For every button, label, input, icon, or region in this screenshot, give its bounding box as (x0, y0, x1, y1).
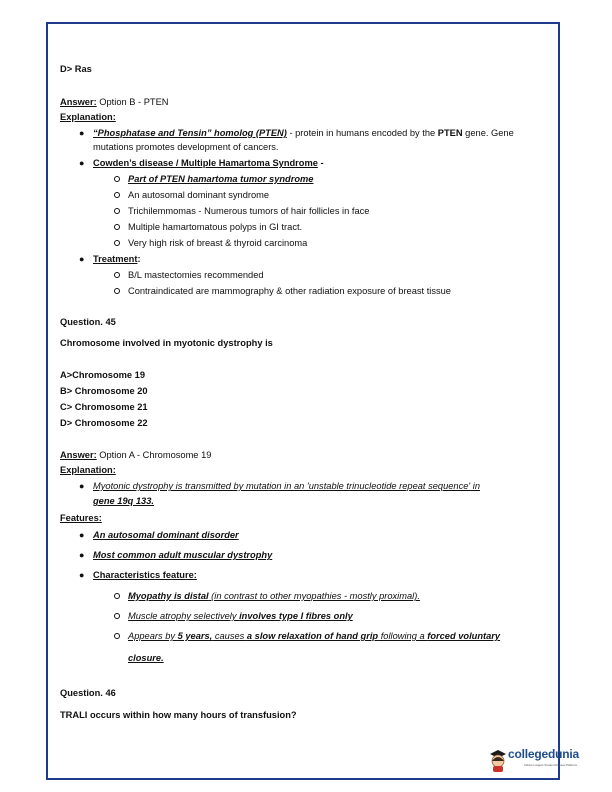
q45-option: D> Chromosome 22 (60, 418, 148, 428)
q45-feature: Most common adult muscular dystrophy (93, 550, 273, 560)
bullet-dot: ● (79, 530, 85, 540)
sub-bullet-circle (114, 593, 120, 599)
q44-sub-item: Multiple hamartomatous polyps in GI tract. (128, 222, 303, 232)
bullet-dot: ● (79, 158, 85, 168)
logo-tagline: India's Largest Student Review Platform (524, 763, 578, 767)
q44-sub-item: Very high risk of breast & thyroid carcinoma (128, 238, 308, 248)
q45-expl-line2: gene 19q 133. (93, 496, 154, 506)
q45-sub-item-3-line2: closure. (128, 653, 164, 663)
q45-expl-line1: Myotonic dystrophy is transmitted by mutation in an 'unstable trinucleotide repeat sequence' in (93, 481, 481, 491)
q45-option: B> Chromosome 20 (60, 386, 148, 396)
q44-bullet1-line2: mutations promotes development of cancers. (93, 142, 279, 152)
q45-option: C> Chromosome 21 (60, 402, 148, 412)
q44-treatment-item: Contraindicated are mammography & other radiation exposure of breast tissue (128, 286, 451, 296)
logo-text: collegedunia (508, 747, 579, 761)
q45-answer: Answer: Option A - Chromosome 19 (60, 450, 212, 460)
q45-sub-item-3: Appears by 5 years, causes a slow relaxation of hand grip following a forced voluntary (128, 631, 501, 641)
q46-question: TRALI occurs within how many hours of transfusion? (60, 710, 297, 720)
sub-bullet-circle (114, 633, 120, 639)
graduate-mascot-icon (488, 748, 508, 772)
q45-question: Chromosome involved in myotonic dystrophy is (60, 338, 273, 348)
sub-bullet-circle (114, 240, 120, 246)
bullet-dot: ● (79, 481, 85, 491)
q45-features-label: Features: (60, 513, 102, 523)
q45-option: A>Chromosome 19 (60, 370, 145, 380)
sub-bullet-circle (114, 192, 120, 198)
q45-feature: Characteristics feature: (93, 570, 197, 580)
sub-bullet-circle (114, 224, 120, 230)
q44-bullet2-title: Cowden’s disease / Multiple Hamartoma Syndrome - (93, 158, 324, 168)
q44-sub-item: An autosomal dominant syndrome (128, 190, 270, 200)
bullet-dot: ● (79, 570, 85, 580)
q44-answer: Answer: Option B - PTEN (60, 97, 169, 107)
sub-bullet-circle (114, 613, 120, 619)
q44-sub-item: Trichilemmomas - Numerous tumors of hair follicles in face (128, 206, 370, 216)
q44-sub-item: Part of PTEN hamartoma tumor syndrome (128, 174, 314, 184)
sub-bullet-circle (114, 288, 120, 294)
q44-bullet1-line1: “Phosphatase and Tensin” homolog (PTEN) - protein in humans encoded by the PTEN gene. Gene (93, 128, 514, 138)
q45-heading: Question. 45 (60, 317, 116, 327)
q44-bullet3-title: Treatment: (93, 254, 141, 264)
q45-feature: An autosomal dominant disorder (93, 530, 239, 540)
sub-bullet-circle (114, 176, 120, 182)
q44-treatment-item: B/L mastectomies recommended (128, 270, 264, 280)
q45-sub-item-2: Muscle atrophy selectively involves type I fibres only (128, 611, 353, 621)
q45-sub-item-1: Myopathy is distal (in contrast to other myopathies - mostly proximal). (128, 591, 420, 601)
collegedunia-logo (488, 746, 584, 776)
q45-explanation-label: Explanation: (60, 465, 116, 475)
q44-option-d: D> Ras (60, 64, 92, 74)
q44-explanation-label: Explanation: (60, 112, 116, 122)
q46-heading: Question. 46 (60, 688, 116, 698)
bullet-dot: ● (79, 254, 85, 264)
bullet-dot: ● (79, 128, 85, 138)
sub-bullet-circle (114, 208, 120, 214)
bullet-dot: ● (79, 550, 85, 560)
sub-bullet-circle (114, 272, 120, 278)
